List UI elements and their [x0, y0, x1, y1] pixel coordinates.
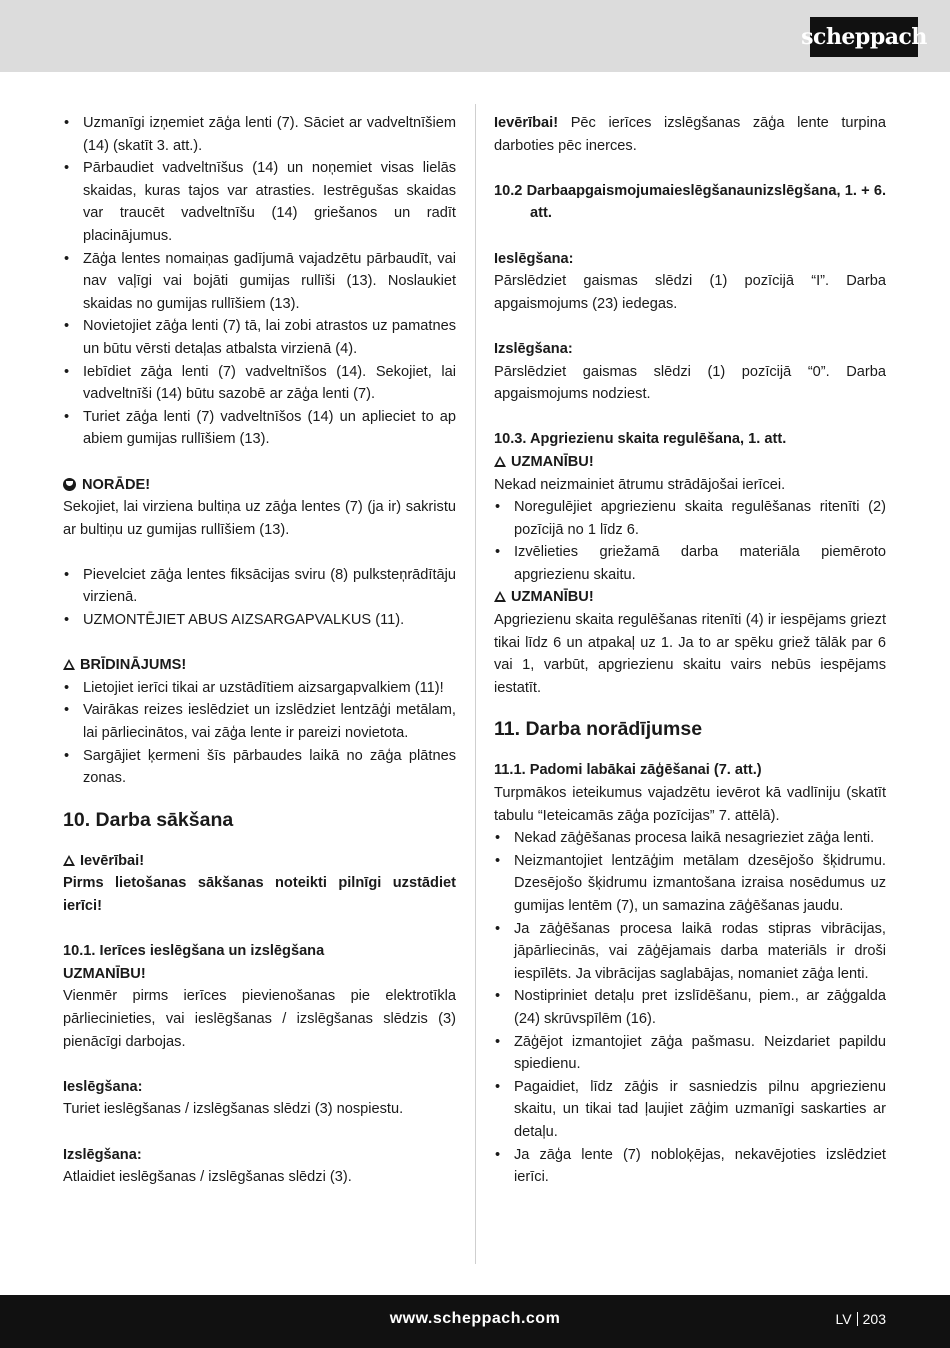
subsection-11-1-title: 11.1. Padomi labākai zāģēšanai (7. att.): [494, 762, 762, 779]
subsection-10-3-title: 10.3. Apgriezienu skaita regulēšana, 1. att.: [494, 431, 787, 448]
bullet-list-blade-install: [63, 112, 456, 451]
attention-heading: Ievērībai!: [63, 850, 456, 873]
attention-text: Pirms lietošanas sākšanas noteikti pilnīgi uzstādiet ierīci!: [63, 875, 456, 914]
hand-note-icon: [63, 478, 76, 491]
switch-on-heading: Ieslēgšana:: [63, 1078, 143, 1095]
left-column: [63, 112, 456, 1189]
scheppach-logo: scheppach: [810, 17, 918, 57]
warning-triangle-icon: [494, 591, 506, 602]
list-item: • Turiet zāģa lenti (7) vadveltnīšos (14) un aplieciet to ap abiem gumijas rullīšiem (13).: [63, 406, 456, 451]
switch-off-heading: Izslēgšana:: [63, 1146, 142, 1163]
caution-text: Apgriezienu skaita regulēšanas ritenīti (4) ir iespējams griezt tikai līdz 6 un atpakaļ uz 1. Ja to ar spēku griež tālāk par 6 vai 1, varbūt, apgriezienu skaitu vairs nebūs iespējams iestatīt.: [494, 612, 886, 696]
light-on-text: Pārslēdziet gaismas slēdzi (1) pozīcijā “I”. Darba apgaismojums (23) iedegas.: [494, 273, 886, 312]
page-footer: [0, 1295, 950, 1348]
page-header: [0, 0, 950, 72]
list-item: • Pārbaudiet vadveltnīšus (14) un noņemiet visas lielās skaidas, kuras tajos var atrasties. Iestrēgušas skaidas var traucēt vadveltnīšu (14) griešanos un radīt placinājumus.: [63, 157, 456, 247]
subsection-11-1-text: Turpmākos ieteikumus vajadzētu ievērot kā vadlīniju (skatīt tabulu “Ieteicamās zāģa pozīcijas” 7. attēlā).: [494, 785, 886, 824]
list-item: • Zāģa lentes nomaiņas gadījumā vajadzētu pārbaudīt, vai nav vaļīgi vai bojāti gumijas rullīši (13). Noslaukiet skaidas no gumijas rullīšiem (13).: [63, 248, 456, 316]
section-11-title: 11. Darba norādījumse: [494, 718, 703, 741]
subsection-10-1-title: 10.1. Ierīces ieslēgšana un izslēgšana: [63, 943, 325, 960]
list-item: • Lietojiet ierīci tikai ar uzstādītiem aizsargapvalkiem (11)!: [63, 677, 456, 700]
bullet-list-tips: [494, 827, 886, 1189]
list-item: • Neizmantojiet lentzāģim metālam dzesējošo šķidrumu. Dzesējošo šķidrumu izmantošana izraisa nosēdumus uz gumijas lentēm (7), un samazina zāģēšanas jaudu.: [494, 850, 886, 918]
list-item: • UZMONTĒJIET ABUS AIZSARGAPVALKUS (11).: [63, 609, 456, 632]
caution-heading: UZMANĪBU!: [63, 965, 146, 982]
bullet-list-tension: [63, 564, 456, 632]
bullet-list-speed: [494, 496, 886, 586]
light-off-heading: Izslēgšana:: [494, 340, 573, 357]
light-off-text: Pārslēdziet gaismas slēdzi (1) pozīcijā “0”. Darba apgaismojums nodziest.: [494, 363, 886, 403]
list-item: • Vairākas reizes ieslēdziet un izslēdziet lentzāģi metālam, lai pārliecinātos, vai zāģa lente ir pareizi novietota.: [63, 699, 456, 744]
list-item: • Izvēlieties griežamā darba materiāla piemēroto apgriezienu skaitu.: [494, 541, 886, 586]
website-link[interactable]: www.scheppach.com: [389, 1310, 561, 1327]
note-heading: NORĀDE!: [63, 474, 456, 497]
list-item: • Zāģējot izmantojiet zāģa pašmasu. Neizdariet papildu spiedienu.: [494, 1031, 886, 1076]
note-text: Sekojiet, lai virziena bultiņa uz zāģa lentes (7) (ja ir) sakristu ar bultiņu uz gumijas rullīšiem (13).: [63, 499, 456, 538]
list-item: • Nekad zāģēšanas procesa laikā nesagrieziet zāģa lenti.: [494, 827, 886, 850]
list-item: • Uzmanīgi izņemiet zāģa lenti (7). Sāciet ar vadveltnīšiem (14) (skatīt 3. att.).: [63, 112, 456, 157]
list-item: • Nostipriniet detaļu pret izslīdēšanu, piem., ar zāģgalda (24) skrūvspīlēm (16).: [494, 985, 886, 1030]
list-item: • Noregulējiet apgriezienu skaita regulēšanas ritenīti (2) pozīcijā no 1 līdz 6.: [494, 496, 886, 541]
warning-triangle-icon: [494, 456, 506, 467]
subsection-10-2-title: 10.2 Darbaapgaismojumaieslēgšanaunizslēgšana, 1. + 6. att.: [494, 182, 886, 222]
right-column: [494, 112, 886, 1189]
list-item: • Ja zāģēšanas procesa laikā rodas stipras vibrācijas, jāpārliecinās, vai zāģējamais darba materiāls ir droši iespīlēts. Ja vibrācijas saglabājas, nomaniet zāģa lenti.: [494, 918, 886, 986]
section-10-title: 10. Darba sākšana: [63, 808, 234, 831]
bullet-list-warning: [63, 677, 456, 790]
column-divider: [475, 104, 476, 1264]
inertia-note: Ievērībai! Pēc ierīces izslēgšanas zāģa lente turpina darboties pēc inerces.: [494, 115, 886, 154]
list-item: • Pievelciet zāģa lentes fiksācijas sviru (8) pulksteņrādītāju virzienā.: [63, 564, 456, 609]
page-number: LV 203: [835, 1311, 886, 1327]
list-item: • Pagaidiet, līdz zāģis ir sasniedzis pilnu apgriezienu skaitu, un tikai tad ļaujiet zāģim uzmanīgi saskarties ar detaļu.: [494, 1076, 886, 1144]
caution-heading: UZMANĪBU!: [494, 586, 886, 609]
subsection-10-1-text: Vienmēr pirms ierīces pievienošanas pie elektrotīkla pārliecinieties, vai ieslēgšanas / izslēgšanas slēdzis (3) pienācīgi darbojas.: [63, 988, 456, 1050]
switch-off-text: Atlaidiet ieslēgšanas / izslēgšanas slēdzi (3).: [63, 1169, 352, 1186]
warning-heading: BRĪDINĀJUMS!: [63, 654, 456, 677]
switch-on-text: Turiet ieslēgšanas / izslēgšanas slēdzi (3) nospiestu.: [63, 1101, 404, 1118]
caution-text: Nekad neizmainiet ātrumu strādājošai ierīcei.: [494, 476, 786, 493]
caution-heading: UZMANĪBU!: [494, 451, 886, 474]
light-on-heading: Ieslēgšana:: [494, 250, 574, 267]
list-item: • Ja zāģa lente (7) nobloķējas, nekavējoties izslēdziet ierīci.: [494, 1144, 886, 1189]
warning-triangle-icon: [63, 659, 75, 670]
list-item: • Iebīdiet zāģa lenti (7) vadveltnīšos (14). Sekojiet, lai vadveltnīši (14) būtu sazobē ar zāģa lenti (7).: [63, 361, 456, 406]
warning-triangle-icon: [63, 855, 75, 866]
list-item: • Novietojiet zāģa lenti (7) tā, lai zobi atrastos uz pamatnes un būtu vērsti detaļas atbalsta virzienā (4).: [63, 315, 456, 360]
list-item: • Sargājiet ķermeni šīs pārbaudes laikā no zāģa plātnes zonas.: [63, 745, 456, 790]
